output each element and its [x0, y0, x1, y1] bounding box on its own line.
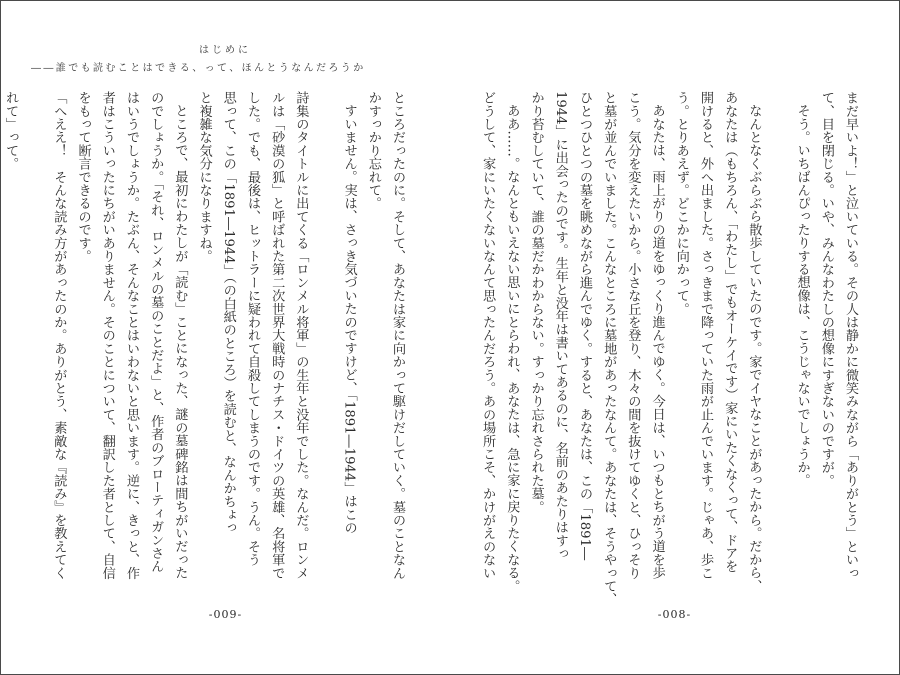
text-line: 者はこういったにちがいありません。そのことについて、翻訳した者として、自信: [99, 91, 115, 580]
right-page: [450, 1, 899, 674]
text-line: 詩集のタイトルに出てくる「ロンメル将軍」の生年と没年でした。なんだ。ロンメ: [293, 91, 309, 580]
chapter-subtitle: ――誰でも読むことはできる、って、ほんとうなんだろうか: [31, 63, 366, 74]
right-page-body-text: [480, 91, 862, 606]
text-line: ところだったのに。そして、あなたは家に向かって駆けだしていく。墓のことなん: [390, 91, 405, 580]
text-line: ああ……。なんともいえない思いにとらわれ、あなたは、急に家に戻りたくなる。: [504, 104, 520, 593]
text-line: かすっかり忘れて。: [365, 91, 381, 210]
text-line: こう。気分を変えたいから。小さな丘を登り、木々の間を抜けてゆくと、ひっそり: [625, 91, 641, 580]
text-line: した。でも、最後は、ヒットラーに疑われて自殺してしまうのです。うん。そう: [244, 91, 260, 567]
text-line: う。とりあえず。どこかに向かって。: [673, 91, 689, 316]
text-line: ひとつひとつの墓を眺めながら進んでゆく。すると、あなたは、この「1891―: [576, 91, 592, 561]
text-line: どうして、家にいたくないなんて思ったんだろう。あの場所こそ、かけがえのない: [480, 91, 496, 580]
text-line: ところで、最初にわたしが「読む」ことになった、謎の墓碑銘は間ちがいだった: [172, 104, 188, 580]
text-line: 「へええ！ そんな読み方があったのか。ありがとう、素敵な『読み』を教えてく: [51, 91, 67, 580]
left-page: [1, 1, 450, 674]
page-number-left: -009-: [208, 608, 243, 621]
text-line: まだ早いよ！」と泣いている。その人は静かに微笑みながら「ありがとう」といっ: [843, 91, 858, 580]
text-line: すいません。実は、さっき気づいたのですけど、「1891―1944」はこの: [341, 104, 357, 535]
text-line: かり苔むしていて、誰の墓だかわからない。すっかり忘れさられた墓。: [528, 91, 544, 514]
text-line: はいうでしょうか。たぶん、そんなことはいわないと思います。逆に、きっと、作: [123, 91, 139, 580]
left-page-body-text: [3, 91, 409, 591]
text-line: と複雑な気分になりますね。: [196, 91, 212, 263]
text-line: ルは「砂漠の狐」と呼ばれた第二次世界大戦時のナチス・ドイツの英雄、名将軍で: [269, 91, 285, 580]
text-line: あなたは、雨上がりの道をゆっくり進んでゆく。今日は、いつもとちがう道を歩: [649, 104, 665, 580]
text-line: 1944」に出会ったのです。生年と没年は書いてあるのに、名前のあたりはすっ: [552, 91, 568, 561]
text-line: のでしょうか。「それ、ロンメルの墓のことだよ」と、作者のブローティガンさん: [148, 91, 164, 573]
text-line: そう。いちばんぴったりする想像は、こうじゃないでしょうか。: [794, 104, 810, 487]
text-line: と墓が並んでいました。こんなところに墓地があったなんて。あなたは、そうやって、: [601, 91, 617, 606]
text-line: あなたは（もちろん、「わたし」でもオーケイです）家にいたくなくって、ドアを: [722, 91, 738, 573]
page-number-right: -008-: [657, 608, 692, 621]
text-line: て、目を閉じる。いや、みんなわたしの想像にすぎないのですが。: [818, 91, 834, 487]
text-line: 開けると、外へ出ました。さっきまで降っていた雨が止んでいます。じゃあ、歩こ: [697, 91, 713, 580]
chapter-title: はじめに: [199, 45, 251, 56]
text-line: をもって断言できるのです。: [75, 91, 91, 263]
text-line: れて」って。: [3, 91, 19, 171]
text-line: 思って、この「1891―1944」（の白紙のところ）を読むと、なんかちょっ: [220, 91, 236, 535]
text-line: なんとなくぶらぶら散歩していたのです。家でイヤなことがあったから。だから、: [746, 104, 762, 593]
